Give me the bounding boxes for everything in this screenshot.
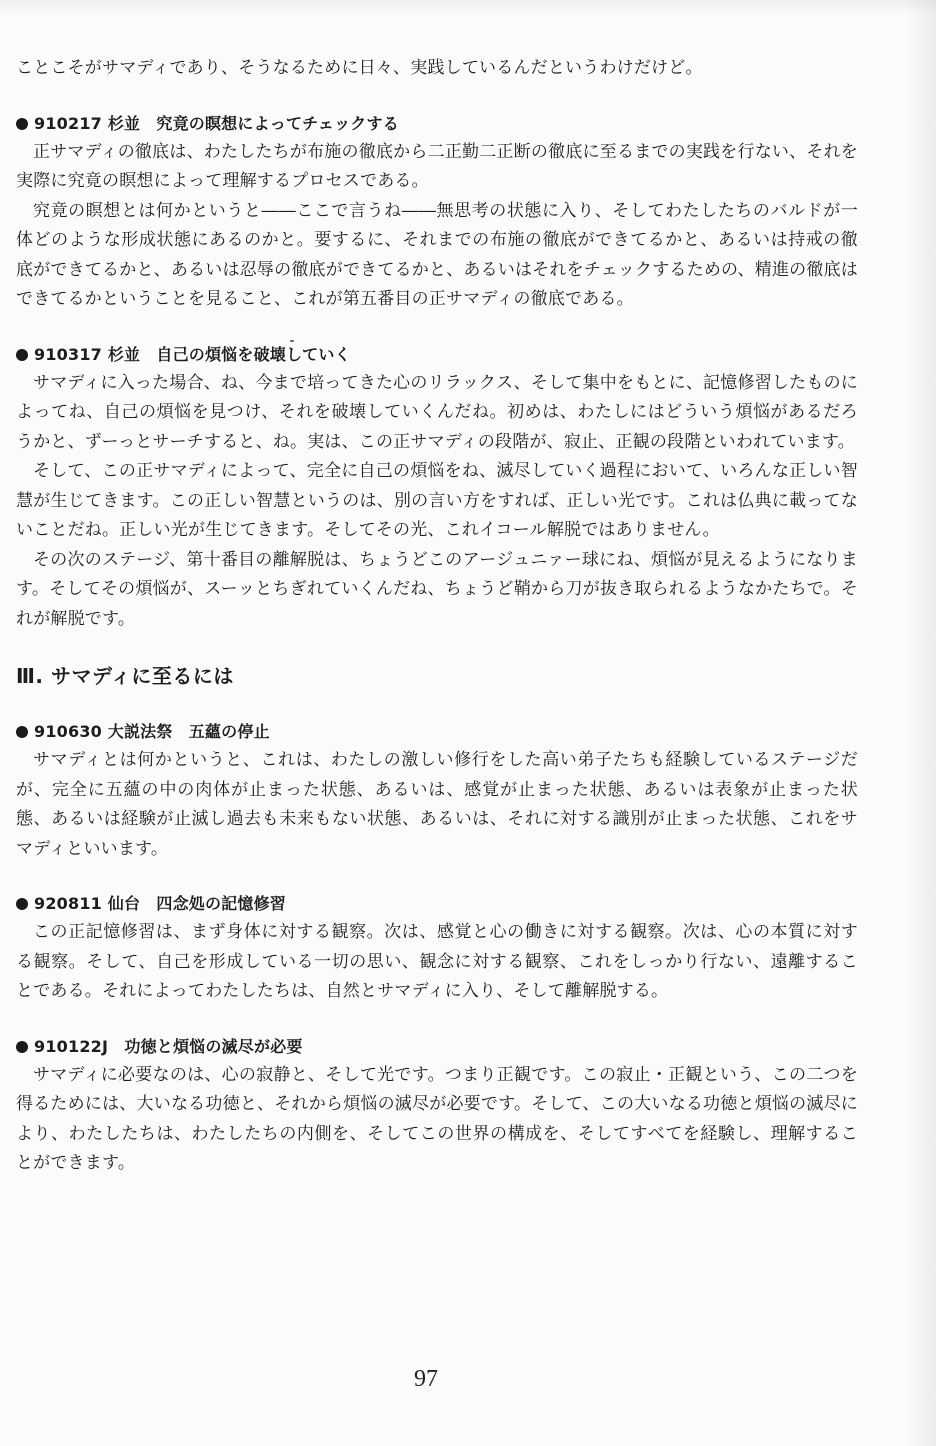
page-top-shadow (0, 0, 936, 14)
section-heading-text: 920811 仙台 四念処の記憶修習 (34, 894, 286, 913)
body-paragraph: この正記憶修習は、まず身体に対する観察。次は、感覚と心の働きに対する観察。次は、心の本質に対する観察。そして、自己を形成している一切の思い、観念に対する観察、これをしっかり行ない、遠離することである。それによってわたしたちは、自然とサマディに入り、そして離解脱する。 (16, 922, 858, 1001)
bullet-icon (16, 118, 28, 130)
body-paragraph: そして、この正サマディによって、完全に自己の煩悩をね、滅尽していく過程において、いろんな正しい智慧が生じてきます。この正しい智慧というのは、別の言い方をすれば、正しい光です。これは仏典に載ってないことだね。正しい光が生じてきます。そしてその光、これイコール解脱ではありません。 (16, 461, 858, 540)
section-heading-text: 910217 杉並 究竟の瞑想によってチェックする (34, 113, 399, 133)
body-paragraph: サマディに必要なのは、心の寂静と、そして光です。つまり正観です。この寂止・正観という、この二つを得るためには、大いなる功徳と、それから煩悩の滅尽が必要です。そして、この大いなる功徳と煩悩の滅尽により、わたしたちは、わたしたちの内側を、そしてこの世界の構成を、そしてすべてを経験し、理解することができます。 (16, 1064, 858, 1173)
bullet-icon (16, 349, 28, 361)
page-edge-shadow (904, 0, 936, 1446)
body-paragraph: サマディとは何かというと、これは、わたしの激しい修行をした高い弟子たちも経験しているステージだが、完全に五蘊の中の肉体が止まった状態、あるいは、感覚が止まった状態、あるいは表象が止まった状態、あるいは経験が止滅し過去も未来もない状態、あるいは、それに対する識別が止まった状態、これをサマディといいます。 (16, 750, 858, 859)
section-heading-text: 910630 大説法祭 五蘊の停止 (34, 722, 270, 741)
body-paragraph: サマディに入った場合、ね、今まで培ってきた心のリラックス、そして集中をもとに、記憶修習したものによってね、自己の煩悩を見つけ、それを破壊していくんだね。初めは、わたしにはどういう煩悩があるだろうかと、ずーっとサーチすると、ね。実は、この正サマディの段階が、寂止、正観の段階といわれています。 (16, 372, 858, 452)
body-paragraph: その次のステージ、第十番目の離解脱は、ちょうどこのアージュニァー球にね、煩悩が見えるようになります。そしてその煩悩が、スーッとちぎれていくんだね、ちょうど鞘から刀が抜き取られるようなかたちで。それが解脱です。 (16, 549, 858, 629)
intro-paragraph: ことこそがサマディであり、そうなるために日々、実践しているんだというわけだけど。 (16, 58, 703, 78)
section-heading (16, 890, 858, 918)
body-paragraph: 究竟の瞑想とは何かというと――ここで言うね――無思考の状態に入り、そしてわたしたちのバルドが一体どのような形成状態にあるのかと。要するに、それまでの布施の徹底ができてるかと、あるいは持戒の徹底ができてるかと、あるいは忍辱の徹底ができてるかと、あるいはそれをチェックするための、精進の徹底はできてるかということを見ること、これが第五番目の正サマディの徹底である。 (16, 200, 858, 309)
scan-speck (290, 340, 294, 342)
bullet-icon (16, 898, 28, 910)
section-heading-text: 910122J 功徳と煩悩の滅尽が必要 (34, 1036, 303, 1056)
chapter-heading: Ⅲ. サマディに至るには (16, 664, 234, 688)
section-heading (16, 718, 858, 746)
section-heading (16, 110, 858, 138)
body-paragraph: 正サマディの徹底は、わたしたちが布施の徹底から二正勤二正断の徹底に至るまでの実践を行ない、それを実際に究竟の瞑想によって理解するプロセスである。 (16, 141, 858, 191)
page-body (16, 54, 858, 1179)
section-heading (16, 341, 858, 369)
section-heading-text: 910317 杉並 自己の煩悩を破壊していく (34, 344, 351, 364)
page-number: 97 (414, 1366, 438, 1392)
bullet-icon (16, 1041, 28, 1053)
section-heading (16, 1033, 858, 1061)
bullet-icon (16, 726, 28, 738)
